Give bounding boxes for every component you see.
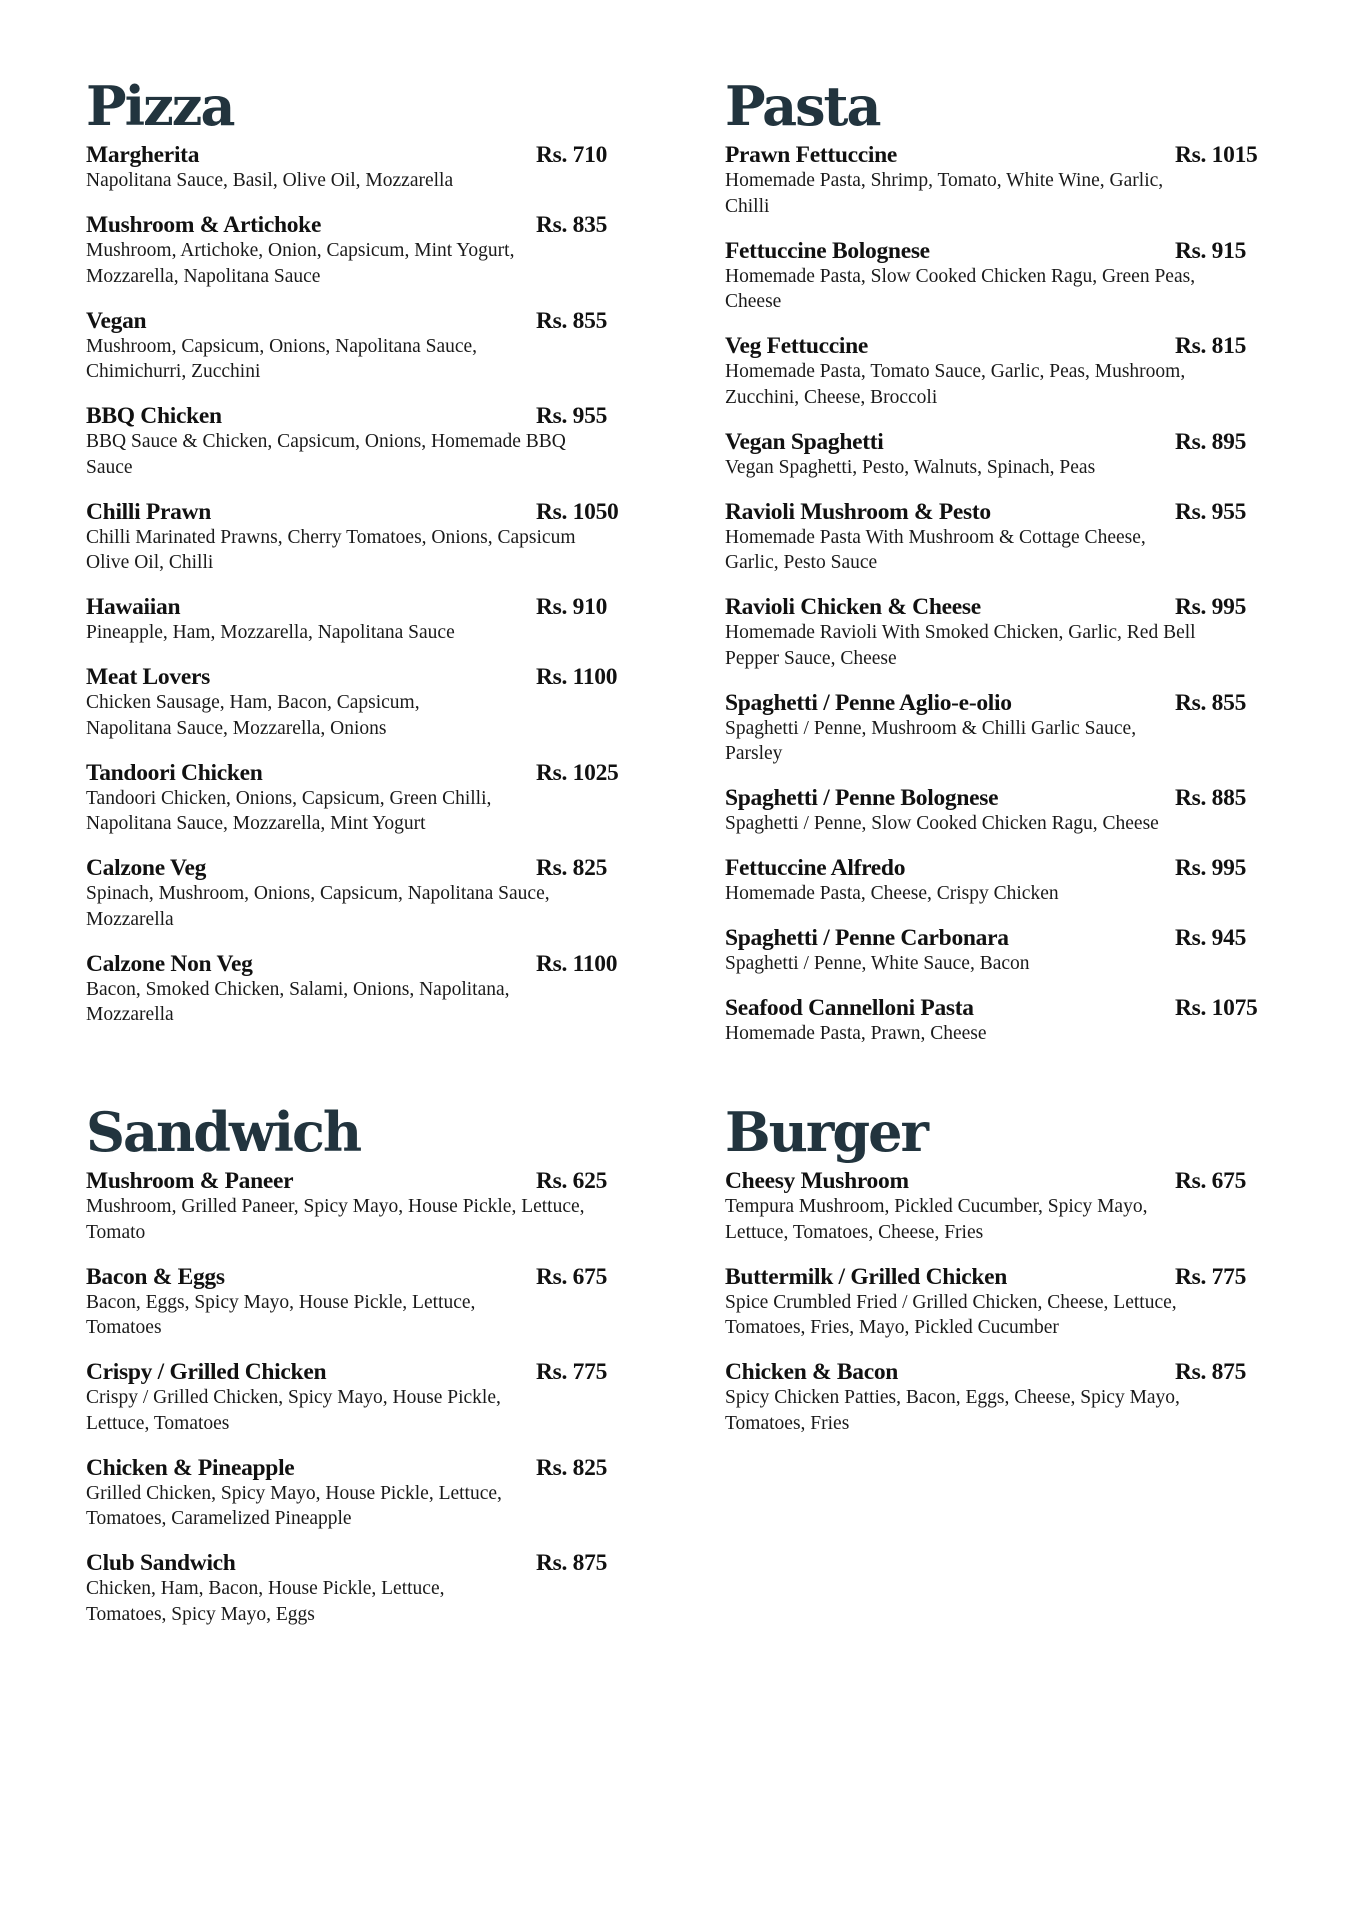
menu-item-name: Fettuccine Bolognese [725,237,930,264]
menu-item-name: Spaghetti / Penne Bolognese [725,785,999,811]
menu-item-header [86,1550,686,1576]
menu-item [725,785,1325,837]
menu-item-description: Mozzarella [86,908,174,930]
menu-item-description: Napolitana Sauce, Mozzarella, Mint Yogurt [86,813,426,834]
menu-item-description: Chicken, Ham, Bacon, House Pickle, Lettuce, [86,1578,445,1599]
menu-item-header [86,951,686,977]
menu-item-name: Margherita [86,142,200,168]
menu-item [86,308,686,385]
menu-item-description: Vegan Spaghetti, Pesto, Walnuts, Spinach, Peas [725,456,1096,478]
menu-item-price: Rs. 1075 [1175,995,1258,1021]
menu-item [725,333,1325,410]
menu-item-description: Homemade Pasta, Slow Cooked Chicken Ragu, Green Peas, [725,265,1196,287]
menu-item [86,212,686,289]
menu-item-header [725,995,1325,1021]
menu-item-price: Rs. 875 [1175,1359,1247,1385]
menu-item [86,1264,686,1341]
menu-item-name: Veg Fettuccine [725,333,869,359]
menu-item-name: Chicken & Bacon [725,1359,899,1385]
menu-item-name: Mushroom & Artichoke [86,212,322,238]
menu-item-description: Pineapple, Ham, Mozzarella, Napolitana Sauce [86,622,455,643]
menu-item-name: Club Sandwich [86,1550,236,1576]
menu-item-price: Rs. 910 [536,594,608,620]
menu-item-description: Lettuce, Tomatoes [86,1412,230,1434]
menu-item-name: Ravioli Chicken & Cheese [725,594,981,620]
menu-item [725,1168,1325,1245]
section-burger [725,1100,1325,1455]
menu-item-description: Garlic, Pesto Sauce [725,552,878,573]
menu-item-price: Rs. 775 [1175,1263,1247,1290]
menu-item-price: Rs. 995 [1175,855,1247,881]
menu-item [725,429,1325,481]
menu-item-description: Tomatoes, Spicy Mayo, Eggs [86,1603,315,1625]
menu-item-description: Olive Oil, Chilli [86,552,214,573]
menu-item-name: Chicken & Pineapple [86,1454,295,1481]
menu-item-price: Rs. 1025 [536,759,619,786]
menu-item-price: Rs. 875 [536,1550,608,1576]
menu-item-header [725,690,1325,716]
menu-item-description: Tandoori Chicken, Onions, Capsicum, Green Chilli, [86,787,492,809]
menu-item-name: Meat Lovers [86,664,210,690]
menu-item-header [725,142,1325,168]
menu-item-price: Rs. 710 [536,142,608,168]
menu-item-name: Bacon & Eggs [86,1263,225,1290]
menu-item [86,1455,686,1532]
menu-item-description: Chilli [725,195,770,217]
menu-item-description: Chimichurri, Zucchini [86,361,261,382]
menu-item-price: Rs. 955 [1175,498,1247,525]
menu-item [86,499,686,576]
section-title-pasta: Pasta [725,74,880,138]
menu-item-name: Buttermilk / Grilled Chicken [725,1263,1008,1290]
menu-item-name: Chilli Prawn [86,498,212,525]
menu-item-price: Rs. 775 [536,1359,608,1385]
menu-item-header [725,238,1325,264]
menu-item-description: Napolitana Sauce, Mozzarella, Onions [86,717,387,739]
menu-item-price: Rs. 885 [1175,785,1247,811]
menu-item-description: Zucchini, Cheese, Broccoli [725,386,938,408]
menu-item-header [725,925,1325,951]
menu-item-description: Spinach, Mushroom, Onions, Capsicum, Napolitana Sauce, [86,883,550,904]
menu-item [86,1168,686,1245]
menu-item-name: Ravioli Mushroom & Pesto [725,498,991,525]
menu-item [725,238,1325,315]
menu-item [86,403,686,480]
menu-item [725,690,1325,767]
menu-item [86,142,686,194]
menu-item [86,760,686,837]
menu-item-name: Prawn Fettuccine [725,142,898,168]
menu-item-name: Spaghetti / Penne Aglio-e-olio [725,689,1012,716]
menu-item-description: Cheese [725,291,782,312]
menu-item-description: Mushroom, Grilled Paneer, Spicy Mayo, House Pickle, Lettuce, [86,1196,585,1217]
menu-item-description: Mozzarella, Napolitana Sauce [86,265,321,287]
menu-item-description: Spaghetti / Penne, Slow Cooked Chicken Ragu, Cheese [725,813,1159,834]
menu-item-header [86,855,686,881]
menu-item-description: Tomato [86,1221,146,1243]
menu-item-header [725,333,1325,359]
menu-item-name: Calzone Veg [86,855,207,881]
menu-item-name: Cheesy Mushroom [725,1168,909,1194]
menu-item [86,1550,686,1627]
menu-item [725,995,1325,1047]
menu-item [86,855,686,932]
menu-item-description: Tomatoes, Fries, Mayo, Pickled Cucumber [725,1317,1059,1338]
menu-item-header [86,403,686,429]
menu-item-description: Parsley [725,743,783,764]
section-pasta [725,74,1325,1065]
menu-item-description: Homemade Ravioli With Smoked Chicken, Garlic, Red Bell [725,622,1196,643]
menu-item-description: BBQ Sauce & Chicken, Capsicum, Onions, Homemade BBQ [86,431,566,452]
menu-item-name: Hawaiian [86,594,181,620]
menu-item-header [86,1359,686,1385]
section-sandwich [86,1100,686,1646]
section-pizza [86,74,686,1046]
menu-item-price: Rs. 895 [1175,428,1247,455]
menu-item-header [86,308,686,334]
menu-item-description: Grilled Chicken, Spicy Mayo, House Pickle, Lettuce, [86,1482,502,1504]
menu-item-header [86,212,686,238]
menu-item-price: Rs. 995 [1175,594,1247,620]
menu-item-name: Vegan [86,307,147,334]
menu-item-description: Homemade Pasta, Tomato Sauce, Garlic, Peas, Mushroom, [725,361,1186,382]
menu-item-description: Spaghetti / Penne, White Sauce, Bacon [725,953,1030,974]
menu-item-description: Mushroom, Artichoke, Onion, Capsicum, Mint Yogurt, [86,240,515,261]
menu-item [725,594,1325,671]
section-title-sandwich: Sandwich [86,1100,361,1164]
menu-item-name: Seafood Cannelloni Pasta [725,995,974,1021]
menu-item-price: Rs. 675 [536,1263,608,1290]
menu-item-name: Calzone Non Veg [86,950,253,977]
pizza-items [86,142,686,1028]
menu-item-description: Homemade Pasta With Mushroom & Cottage Cheese, [725,526,1146,548]
menu-item [86,1359,686,1436]
menu-item-price: Rs. 1100 [536,950,618,977]
menu-item-description: Homemade Pasta, Shrimp, Tomato, White Wine, Garlic, [725,170,1164,191]
menu-item-header [725,594,1325,620]
menu-item-name: Mushroom & Paneer [86,1168,294,1194]
menu-item-price: Rs. 825 [536,1454,608,1481]
menu-item-description: Pepper Sauce, Cheese [725,647,897,669]
menu-item-price: Rs. 815 [1175,333,1247,359]
menu-item-description: Tomatoes [86,1317,162,1338]
menu-item-price: Rs. 945 [1175,925,1247,951]
menu-item-description: Mushroom, Capsicum, Onions, Napolitana Sauce, [86,335,478,357]
section-title-burger: Burger [725,1100,927,1164]
menu-item [725,1264,1325,1341]
menu-item-description: Crispy / Grilled Chicken, Spicy Mayo, House Pickle, [86,1387,501,1408]
burger-items [725,1168,1325,1436]
menu-item-description: Homemade Pasta, Cheese, Crispy Chicken [725,883,1059,904]
menu-item-description: Napolitana Sauce, Basil, Olive Oil, Mozzarella [86,170,454,191]
menu-item-price: Rs. 855 [1175,689,1247,716]
menu-item-description: Tomatoes, Fries [725,1412,850,1434]
menu-item-price: Rs. 825 [536,855,608,881]
menu-item-header [86,499,686,525]
sandwich-items [86,1168,686,1627]
menu-item-header [725,429,1325,455]
menu-item [725,855,1325,907]
menu-item-header [86,142,686,168]
menu-item-name: Tandoori Chicken [86,759,263,786]
menu-item-description: Homemade Pasta, Prawn, Cheese [725,1023,987,1044]
menu-item-price: Rs. 855 [536,307,608,334]
menu-item-price: Rs. 955 [536,403,608,429]
menu-item [86,951,686,1028]
menu-item [725,1359,1325,1436]
menu-item [86,594,686,646]
menu-item-description: Lettuce, Tomatoes, Cheese, Fries [725,1221,984,1243]
menu-item-header [725,855,1325,881]
menu-item-price: Rs. 835 [536,212,608,238]
menu-item-price: Rs. 675 [1175,1168,1247,1194]
menu-item [86,664,686,741]
menu-item [725,499,1325,576]
menu-item-price: Rs. 1015 [1175,142,1258,168]
menu-item-description: Tomatoes, Caramelized Pineapple [86,1508,352,1529]
menu-item-header [86,1455,686,1481]
menu-item-description: Chicken Sausage, Ham, Bacon, Capsicum, [86,692,420,713]
menu-item-name: BBQ Chicken [86,403,222,429]
menu-item-name: Crispy / Grilled Chicken [86,1359,327,1385]
menu-item-header [725,499,1325,525]
menu-item-price: Rs. 1100 [536,664,618,690]
menu-item-description: Bacon, Eggs, Spicy Mayo, House Pickle, Lettuce, [86,1291,476,1313]
menu-item-description: Spaghetti / Penne, Mushroom & Chilli Garlic Sauce, [725,717,1137,739]
menu-item-price: Rs. 915 [1175,237,1247,264]
menu-item-description: Sauce [86,456,133,478]
menu-item-description: Spicy Chicken Patties, Bacon, Eggs, Cheese, Spicy Mayo, [725,1387,1180,1408]
menu-item-description: Mozzarella [86,1004,174,1025]
menu-item-price: Rs. 1050 [536,498,619,525]
menu-item-header [86,1264,686,1290]
menu-item-header [86,664,686,690]
menu-item-name: Vegan Spaghetti [725,428,884,455]
section-title-pizza: Pizza [86,74,234,138]
menu-item-name: Fettuccine Alfredo [725,855,906,881]
menu-item [725,925,1325,977]
pasta-items [725,142,1325,1047]
menu-item-description: Spice Crumbled Fried / Grilled Chicken, Cheese, Lettuce, [725,1291,1177,1313]
menu-item-description: Tempura Mushroom, Pickled Cucumber, Spicy Mayo, [725,1196,1148,1217]
menu-item-header [725,785,1325,811]
menu-item-header [86,1168,686,1194]
menu-item-description: Chilli Marinated Prawns, Cherry Tomatoes, Onions, Capsicum [86,526,576,548]
menu-item-name: Spaghetti / Penne Carbonara [725,925,1009,951]
menu-item-header [725,1359,1325,1385]
menu-item-header [725,1168,1325,1194]
menu-item-description: Bacon, Smoked Chicken, Salami, Onions, Napolitana, [86,978,510,1000]
menu-item-header [725,1264,1325,1290]
menu-item [725,142,1325,219]
menu-item-price: Rs. 625 [536,1168,608,1194]
menu-item-header [86,594,686,620]
menu-item-header [86,760,686,786]
